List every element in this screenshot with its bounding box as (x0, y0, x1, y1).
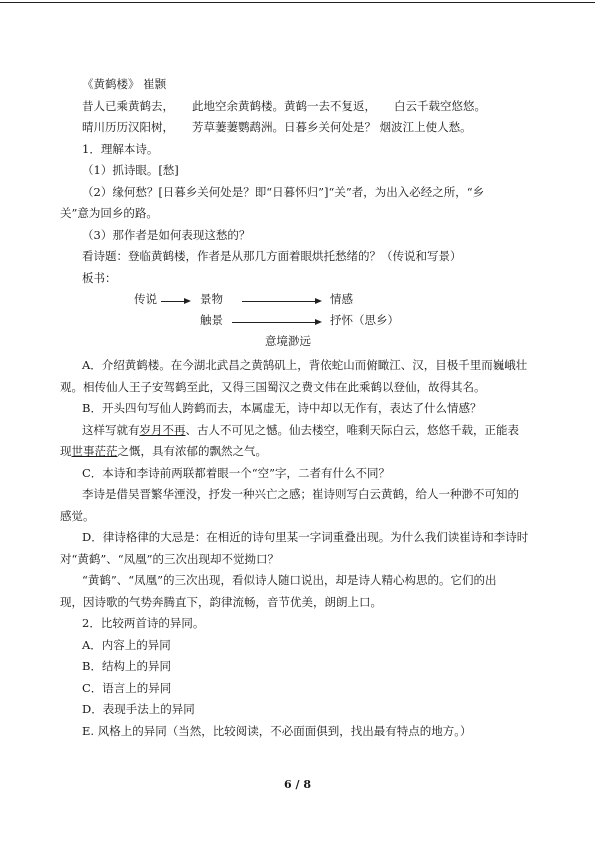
blackboard-diagram (60, 291, 540, 355)
diagram-chujing: 触景 (200, 313, 223, 327)
header-rule (0, 2, 595, 3)
section-1-heading: 1．理解本诗。 (82, 141, 159, 156)
item-d-line-1: D．律诗格律的大忌是：在相近的诗句里某一字词重叠出现。为什么我们读崔诗和李诗时 (82, 530, 529, 544)
item-c-line-1: C．本诗和李诗前两联都着眼一个“空”字，二者有什么不同？ (82, 465, 391, 480)
section-2-b: B．结构上的异同 (82, 659, 171, 673)
item-d-line-4: 现，因诗歌的气势奔腾直下，韵律流畅，音节优美，朗朗上口。 (60, 594, 382, 609)
page-number: 6 / 8 (284, 778, 311, 791)
item-b-line-3: 现世事茫茫之慨，具有浓郁的飘然之气。 (60, 444, 267, 458)
diagram-chuanshuo: 传说 (134, 292, 157, 306)
poem-line-2: 晴川历历汉阳树， 芳草萋萋鹦鹉洲。日暮乡关何处是？ 烟波江上使人愁。 (82, 120, 472, 134)
item-a-line-1: A．介绍黄鹤楼。在今湖北武昌之黄鹄矶上，背依蛇山而俯瞰江、汉，目极千里而巍峨壮 (82, 358, 528, 372)
diagram-yijing: 意境渺远 (265, 334, 311, 348)
question-2-line-1: （2）缘何愁？[日暮乡关何处是？即“日暮怀归”]“关”者，为出入必经之所，“乡 (82, 184, 485, 199)
item-d-line-3: “黄鹤”、“凤凰”的三次出现，看似诗人随口说出，却是诗人精心构思的。它们的出 (82, 573, 497, 587)
section-2-a: A．内容上的异同 (82, 637, 171, 652)
kan-shiti: 看诗题：登临黄鹤楼，作者是从那几方面着眼烘托愁绪的？（传说和写景） (82, 249, 462, 263)
poem-line-1: 昔人已乘黄鹤去， 此地空余黄鹤楼。黄鹤一去不复返， 白云千载空悠悠。 (82, 98, 486, 113)
item-c-line-3: 感觉。 (60, 508, 95, 523)
section-2-d: D．表现手法上的异同 (82, 702, 195, 716)
arrow-1 (161, 301, 189, 302)
section-2-e: E. 风格上的异同（当然，比较阅读，不必面面俱到，找出最有特点的地方。） (82, 723, 472, 738)
document-body (60, 74, 540, 742)
question-1: （1）抓诗眼。[愁] (82, 163, 179, 177)
diagram-qinggan: 情感 (330, 292, 353, 306)
diagram-shuhuai: 抒怀（思乡） (330, 313, 399, 327)
underline-shishi: 世事茫茫 (71, 444, 118, 458)
item-b-line-2: 这样写就有岁月不再、古人不可见之憾。仙去楼空，唯剩天际白云，悠悠千载，正能表 (82, 422, 519, 437)
question-2-line-2: 关”意为回乡的路。 (60, 206, 158, 220)
question-3: （3）那作者是如何表现这愁的？ (82, 227, 251, 242)
arrow-3 (232, 322, 320, 323)
section-2-heading: 2．比较两首诗的异同。 (82, 616, 205, 630)
item-d-line-2: 对“黄鹤”、“凤凰”的三次出现却不觉拗口？ (60, 551, 280, 566)
poem-title: 《黄鹤楼》 崔颢 (82, 77, 167, 91)
underline-suiyue: 岁月不再 (139, 422, 186, 437)
item-a-line-2: 观。相传仙人王子安驾鹤至此，又得三国蜀汉之费文伟在此乘鹤以登仙，故得其名。 (60, 379, 486, 394)
diagram-jingwu: 景物 (200, 292, 223, 306)
section-2-c: C．语言上的异同 (82, 680, 172, 695)
item-b-line-1: B．开头四句写仙人跨鹤而去，本属虚无，诗中却以无作有，表达了什么情感？ (82, 401, 482, 415)
item-c-line-2: 李诗是借吴晋繁华湮没，抒发一种兴亡之感；崔诗则写白云黄鹤，给人一种渺不可知的 (82, 487, 519, 501)
banshu-label: 板书： (82, 270, 117, 285)
arrow-2 (242, 301, 320, 302)
